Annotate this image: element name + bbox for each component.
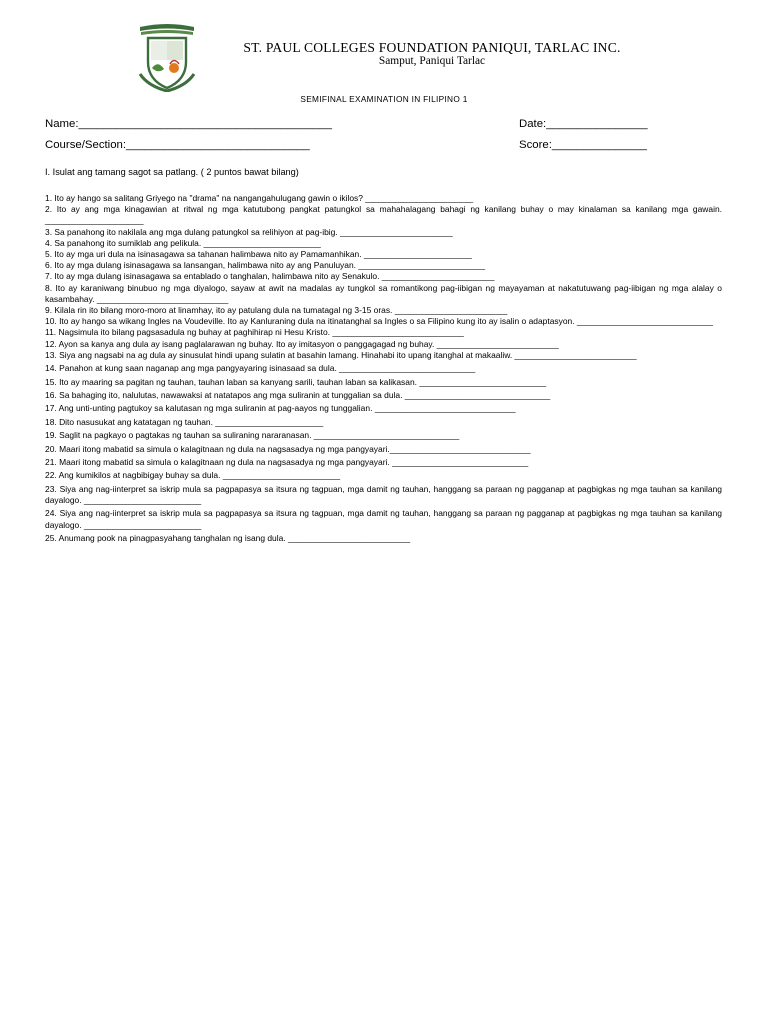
question-item: 3. Sa panahong ito nakilala ang mga dulang patungkol sa relihiyon at pag-ibig. ________________________ (45, 226, 453, 237)
question-item: 15. Ito ay maaring sa pagitan ng tauhan, tauhan laban sa kanyang sarili, tauhan laban sa kalikasan. ___________________________ (45, 376, 547, 387)
question-list (45, 193, 722, 544)
question-item: 5. Ito ay mga uri dula na isinasagawa sa tahanan halimbawa nito ay Pamamanhikan. _______________________ (45, 249, 472, 260)
question-item: 14. Panahon at kung saan naganap ang mga pangyayaring isinasaad sa dula. _____________________________ (45, 363, 476, 374)
question-item: 10. Ito ay hango sa wikang Ingles na Voudeville. Ito ay Kanluraning dula na itinatanghal sa Ingles o sa Filipino kung ito ay isalin o adaptasyon. _____________________________ (45, 316, 713, 327)
question-item: 12. Ayon sa kanya ang dula ay isang paglalarawan ng buhay. Ito ay imitasyon o panggagagad ng buhay. __________________________ (45, 338, 559, 349)
question-item: 1. Ito ay hango sa salitang Griyego na "drama" na nangangahulugang gawin o ikilos? _______________________ (45, 193, 474, 203)
exam-title: SEMIFINAL EXAMINATION IN FILIPINO 1 (300, 94, 468, 104)
school-address: Samput, Paniqui Tarlac (378, 55, 486, 67)
question-item: 21. Maari itong mabatid sa simula o kalagitnaan ng dula na nagsasadya ng mga pangyayari. _____________________________ (45, 456, 529, 467)
question-item: 8. Ito ay karaniwang binubuo ng mga diyalogo, sayaw at awit na madalas ay tungkol sa romantikong pag-iibigan ng mayayaman at nakatutuwang pag-iibigan ng mga alalay o kasambahay. ____________________________ (45, 282, 722, 304)
school-name: ST. PAUL COLLEGES FOUNDATION PANIQUI, TARLAC INC. (243, 40, 621, 55)
question-item: 19. Saglit na pagkayo o pagtakas ng tauhan sa suliraning nararanasan. _______________________________ (45, 430, 460, 441)
instructions: I. Isulat ang tamang sagot sa patlang. ( 2 puntos bawat bilang) (45, 167, 299, 177)
question-item: 11. Nagsimula ito bilang pagsasadula ng buhay at paghihirap ni Hesu Kristo. ____________________________ (45, 327, 464, 338)
course-section-field[interactable]: Course/Section:_____________________________ (45, 139, 310, 151)
question-item: 22. Ang kumikilos at nagbibigay buhay sa dula. _________________________ (45, 470, 341, 481)
question-item: 17. Ang unti-unting pagtukoy sa kalutasan ng mga suliranin at pag-aayos ng tunggalian. ______________________________ (45, 403, 516, 414)
question-item: 25. Anumang pook na pinagpasyahang tanghalan ng isang dula. __________________________ (45, 532, 411, 543)
question-item: 24. Siya ang nag-iinterpret sa iskrip mula sa pagpapasya sa itsura ng tagpuan, mga damit ng tauhan, hanggang sa paraan ng pagganap at pagbigkas ng mga tauhan sa kanilang dayalogo. _________________________ (45, 508, 722, 530)
name-field[interactable]: Name:________________________________________ (45, 118, 332, 130)
question-item: 4. Sa panahong ito sumiklab ang pelikula. _________________________ (45, 237, 321, 248)
date-field[interactable]: Date:________________ (519, 118, 648, 130)
question-item: 16. Sa bahaging ito, nalulutas, nawawaksi at natatapos ang mga suliranin at tunggalian sa dula. _______________________________ (45, 390, 551, 401)
question-item: 18. Dito nasusukat ang katatagan ng tauhan. _______________________ (45, 416, 324, 427)
question-item: 9. Kilala rin ito bilang moro-moro at linamhay, ito ay patulang dula na tumatagal ng 3-15 oras. ________________________ (45, 305, 508, 316)
question-item: 6. Ito ay mga dulang isinasagawa sa lansangan, halimbawa nito ay ang Panuluyan. ___________________________ (45, 260, 486, 271)
question-item: 20. Maari itong mabatid sa simula o kalagitnaan ng dula na nagsasadya ng mga pangyayari.______________________________ (45, 443, 531, 454)
question-item: 2. Ito ay ang mga kinagawian at ritwal ng mga katutubong pangkat patungkol sa mahahalagang bahagi ng kanilang buhay o may kinalaman sa kanilang mga gawain. _____________________ (45, 204, 722, 226)
question-item: 13. Siya ang nagsabi na ag dula ay sinusulat hindi upang sulatin at basahin lamang. Hinahabi ito upang itanghal at makaaliw. __________________________ (45, 349, 637, 360)
question-item: 7. Ito ay mga dulang isinasagawa sa entablado o tanghalan, halimbawa nito ay Senakulo. ________________________ (45, 271, 495, 282)
question-item: 23. Siya ang nag-iinterpret sa iskrip mula sa pagpapasya sa itsura ng tagpuan, mga damit ng tauhan, hanggang sa paraan ng pagganap at pagbigkas ng mga tauhan sa kanilang dayalogo. _________________________ (45, 483, 722, 505)
school-logo-icon (136, 24, 198, 92)
score-field[interactable]: Score:_______________ (519, 139, 647, 151)
